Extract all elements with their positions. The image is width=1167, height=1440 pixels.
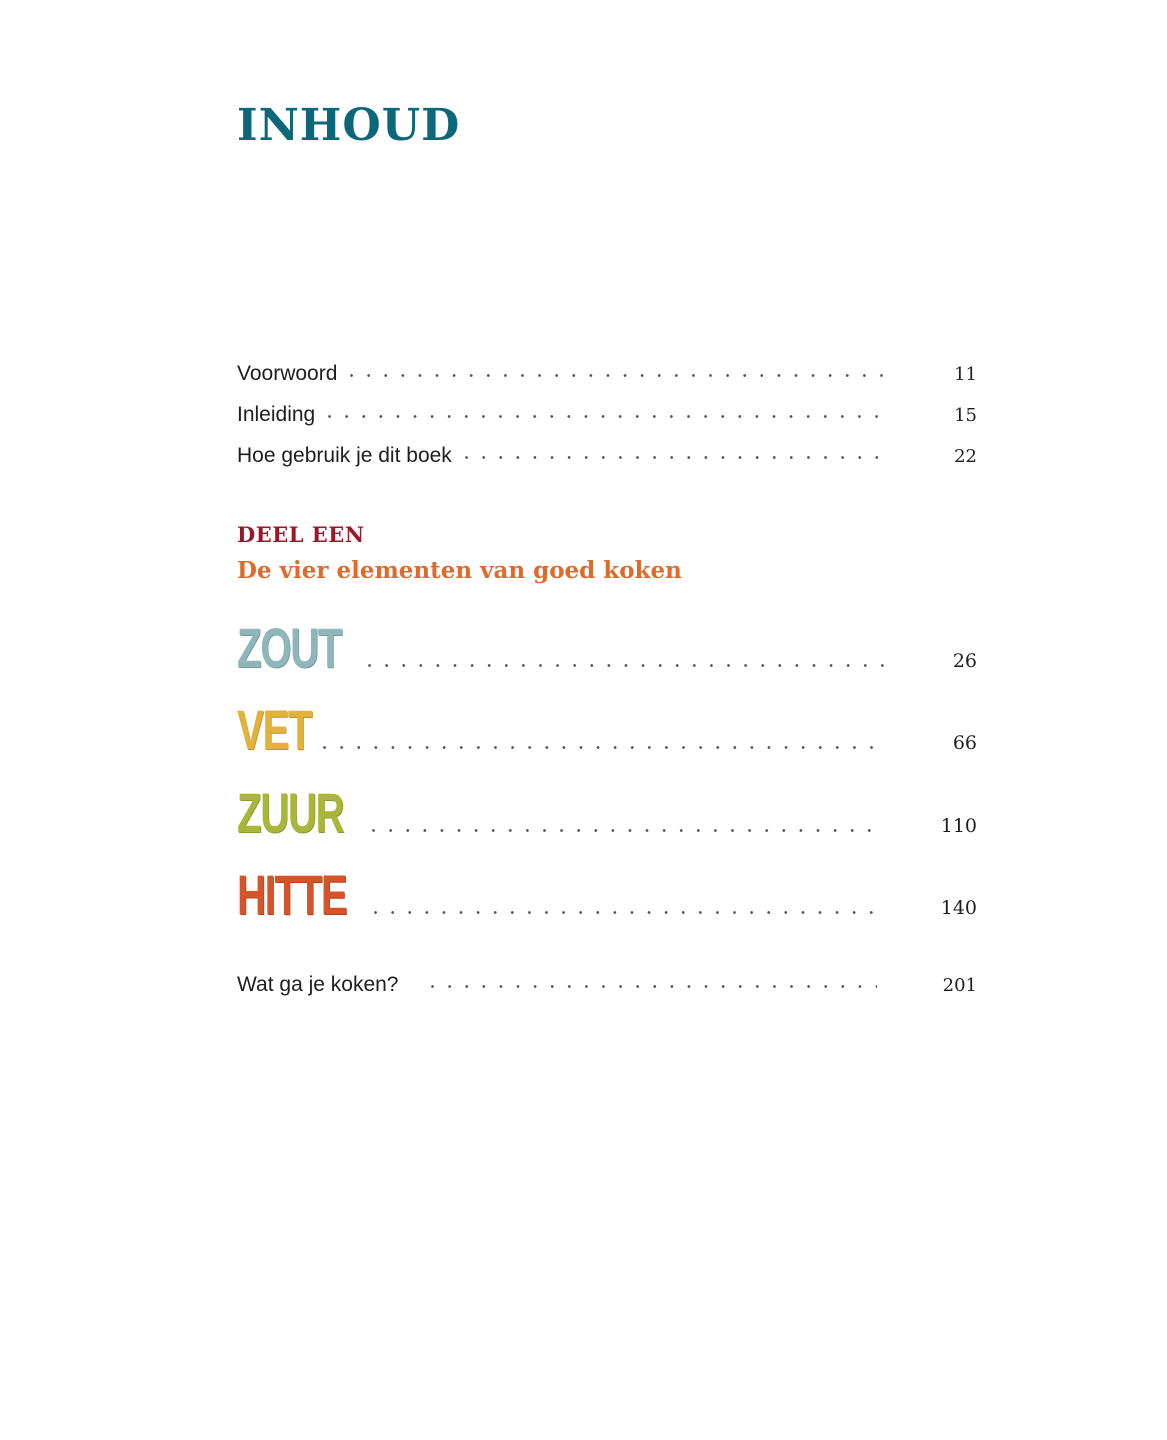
toc-page-number: 22 (954, 446, 977, 467)
vet-title: VET (237, 698, 312, 761)
toc-entry-zout[interactable] (237, 616, 977, 679)
toc-entry-label: Wat ga je koken? (237, 973, 399, 996)
toc-page-number: 15 (954, 405, 977, 426)
toc-entry-zuur[interactable] (237, 781, 977, 844)
hitte-title: HITTE (237, 863, 347, 926)
dot-leader (424, 985, 876, 988)
dot-leader (458, 456, 888, 459)
toc-page-number: 11 (954, 364, 977, 385)
toc-entry-voorwoord[interactable] (237, 362, 977, 386)
toc-entry-label: Voorwoord (237, 362, 338, 385)
part-label: DEEL EEN (237, 522, 365, 547)
toc-entry-vet[interactable] (237, 698, 977, 761)
toc-entry-wat-ga-je-koken[interactable] (237, 973, 977, 997)
dot-leader (343, 374, 888, 377)
dot-leader (361, 664, 886, 667)
toc-page-number: 201 (942, 975, 977, 996)
zuur-title: ZUUR (237, 781, 344, 844)
toc-page-number: 110 (940, 815, 977, 837)
toc-entry-inleiding[interactable] (237, 403, 977, 427)
part-subtitle: De vier elementen van goed koken (237, 557, 682, 584)
dot-leader (316, 746, 887, 749)
toc-page-number: 140 (940, 897, 977, 919)
toc-entry-hitte[interactable] (237, 863, 977, 926)
toc-entry-hoe-gebruik[interactable] (237, 444, 977, 468)
page-title: INHOUD (237, 100, 461, 151)
toc-page-number: 26 (952, 650, 977, 672)
toc-page-number: 66 (952, 732, 977, 754)
dot-leader (365, 829, 875, 832)
dot-leader (321, 415, 888, 418)
toc-entry-label: Hoe gebruik je dit boek (237, 444, 452, 467)
zout-title: ZOUT (237, 616, 341, 679)
dot-leader (367, 911, 875, 914)
toc-entry-label: Inleiding (237, 403, 316, 426)
